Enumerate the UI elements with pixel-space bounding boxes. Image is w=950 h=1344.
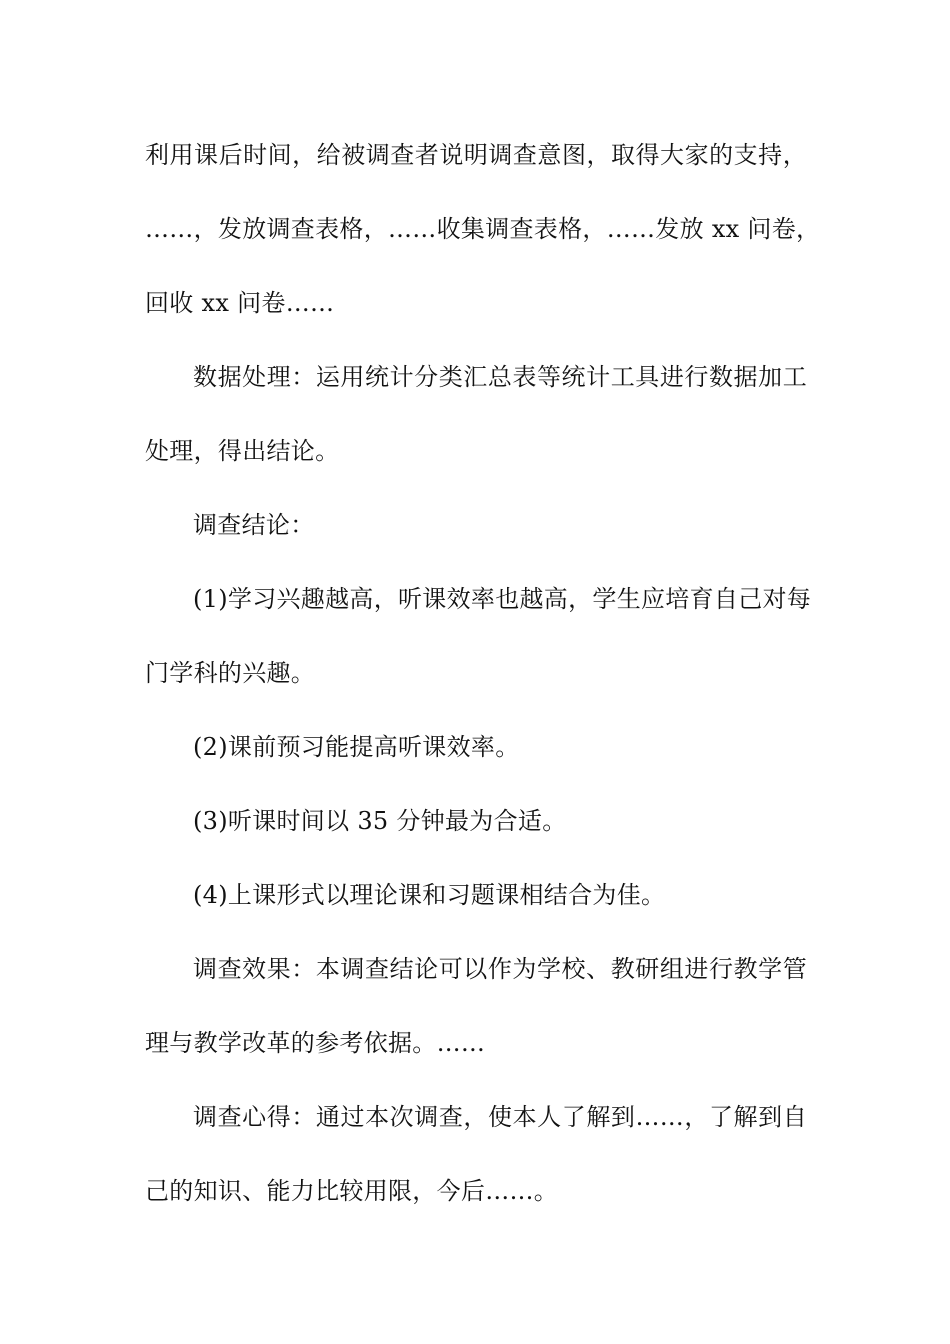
paragraph-survey-reflection: [145, 1080, 807, 1228]
paragraph-conclusion-1: [145, 562, 812, 710]
text-line: 数据处理：运用统计分类汇总表等统计工具进行数据加工: [193, 363, 807, 391]
text-line: 门学科的兴趣。: [145, 659, 316, 687]
document-body: [145, 118, 821, 1228]
text-line: 己的知识、能力比较用限，今后……。: [145, 1177, 559, 1205]
text-line: (4)上课形式以理论课和习题课相结合为佳。: [193, 881, 666, 909]
text-line: 处理，得出结论。: [145, 437, 340, 465]
text-line: (3)听课时间以 35 分钟最为合适。: [193, 807, 567, 835]
paragraph-conclusion-3: [145, 784, 807, 858]
paragraph-data-processing: [145, 340, 807, 488]
text-line: 利用课后时间，给被调查者说明调查意图，取得大家的支持，: [145, 141, 807, 169]
text-line: 调查效果：本调查结论可以作为学校、教研组进行教学管: [193, 955, 807, 983]
paragraph-survey-effect: [145, 932, 807, 1080]
paragraph-survey-process: [145, 118, 821, 340]
text-line: 调查结论：: [193, 511, 315, 539]
paragraph-conclusion-4: [145, 858, 807, 932]
text-line: 调查心得：通过本次调查，使本人了解到……，了解到自: [193, 1103, 807, 1131]
text-line: (2)课前预习能提高听课效率。: [193, 733, 520, 761]
text-line: (1)学习兴趣越高，听课效率也越高，学生应培育自己对每: [193, 585, 812, 613]
text-line: 理与教学改革的参考依据。……: [145, 1029, 486, 1057]
text-line: ……，发放调查表格，……收集调查表格，……发放 xx 问卷，: [145, 215, 821, 243]
text-line: 回收 xx 问卷……: [145, 289, 335, 317]
paragraph-survey-conclusion-heading: [145, 488, 807, 562]
paragraph-conclusion-2: [145, 710, 807, 784]
